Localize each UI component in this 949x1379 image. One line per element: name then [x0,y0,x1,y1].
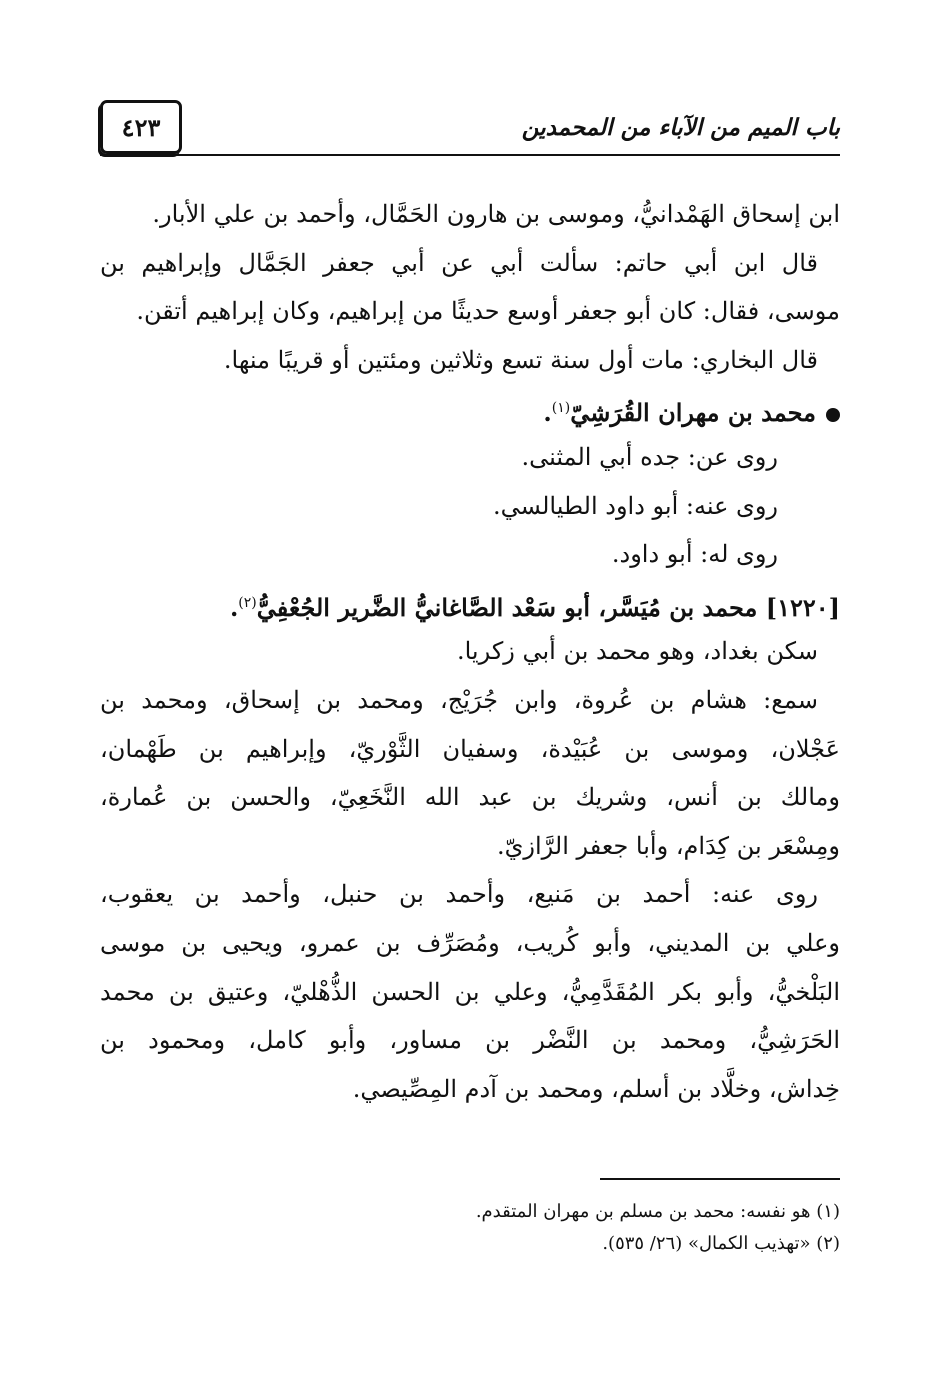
footnote-divider [600,1178,840,1180]
footnote: (١) هو نفسه: محمد بن مسلم بن مهران المتقدم. [475,1201,840,1222]
text-line: ومالك بن أنس، وشريك بن عبد الله النَّخَعِيّ، والحسن بن عُمارة، [100,783,840,812]
entry-heading [100,579,840,628]
text-line: خِداش، وخلَّاد بن أسلم، ومحمد بن آدم المِصِّيصي. [352,1074,840,1103]
text-line: موسى، فقال: كان أبو جعفر أوسع حديثًا من إبراهيم، وكان إبراهيم أتقن. [136,297,840,326]
footnote: (٢) «تهذيب الكمال» (٢٦/ ٥٣٥). [602,1233,840,1254]
footnote-ref: (٢) [238,594,257,611]
entry-period: . [543,398,552,428]
text-line: ومِسْعَر بن كِدَام، وأبا جعفر الرَّازيّ. [496,831,840,860]
entry-name: [١٢٢٠] محمد بن مُيَسَّر، أبو سَعْد الصَّاغانيُّ الضَّرير الجُعْفِيُّ [256,592,840,622]
text-line: الحَرَشِيُّ، ومحمد بن النَّضْر بن مساور، وأبو كامل، ومحمود بن [100,1026,840,1055]
entry-name: محمد بن مهران القُرَشِيّ [570,398,816,428]
entry-heading [100,384,840,433]
page-number: ٤٢٣ [121,112,161,142]
text-line: البَلْخيُّ، وأبو بكر المُقَدَّمِيُّ، وعلي بن الحسن الذُّهْليّ، وعتيق بن محمد [100,977,840,1006]
text-line: قال البخاري: مات أول سنة تسع وثلاثين ومئتين أو قريبًا منها. [223,345,818,374]
text-line: عَجْلان، وموسى بن عُبَيْدة، وسفيان الثَّوْريّ، وإبراهيم بن طَهْمان، [100,734,840,763]
main-text [100,190,840,1113]
text-line: روى عن: جده أبي المثنى. [521,442,778,471]
text-line: سمع: هشام بن عُروة، وابن جُرَيْج، ومحمد بن إسحاق، ومحمد بن [100,685,818,714]
text-line: وعلي بن المديني، وأبو كُريب، ومُصَرِّف بن عمرو، ويحيى بن موسى [100,928,840,957]
text-line: روى عنه: أحمد بن مَنيع، وأحمد بن حنبل، وأحمد بن يعقوب، [100,880,818,909]
entry-period: . [229,592,239,622]
footnote-ref: (١) [551,400,571,417]
text-line: قال ابن أبي حاتم: سألت أبي عن أبي جعفر الجَمَّال وإبراهيم بن [100,248,818,277]
text-line: روى له: أبو داود. [611,540,778,569]
page-number-box [100,100,182,154]
header-divider [100,154,840,156]
text-line: سكن بغداد، وهو محمد بن أبي زكريا. [456,637,818,666]
text-line: روى عنه: أبو داود الطيالسي. [493,491,778,520]
text-line: ابن إسحاق الهَمْدانيُّ، وموسى بن هارون الحَمَّال، وأحمد بن علي الأبار. [152,200,840,228]
running-title: باب الميم من الآباء من المحمدين [521,114,840,141]
page-header [100,100,840,156]
bullet-icon [826,408,840,422]
footnotes [100,1196,840,1260]
